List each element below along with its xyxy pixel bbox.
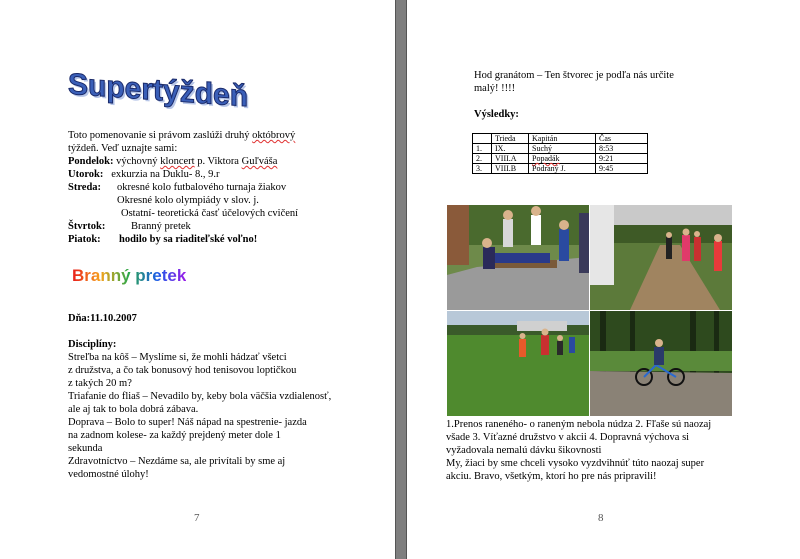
body-line: z takých 20 m? xyxy=(68,378,132,389)
table-header-cell: Kapitán xyxy=(529,134,596,144)
body-line: Streľba na kôš – Myslíme si, že mohli hádzať všetci xyxy=(68,352,287,363)
table-cell: 9:21 xyxy=(596,154,648,164)
day-stvrtok: Štvrtok: xyxy=(68,221,106,232)
streda-line-1: okresné kolo futbalového turnaja žiakov xyxy=(117,182,287,193)
photo-stretcher-carry xyxy=(447,205,589,310)
photo-winning-team xyxy=(447,311,589,416)
caption-line: vyžadovala nemalú dávku šikovnosti xyxy=(446,445,602,456)
streda-line-2: Okresné kolo olympiády v slov. j. xyxy=(117,195,259,206)
caption-line: 1.Prenos raneného- o raneným nebola núdza 2. Fľaše sú naozaj xyxy=(446,419,712,430)
caption-line: všade 3. Víťazné družstvo v akcii 4. Dopravná výchova si xyxy=(446,432,690,443)
table-row xyxy=(473,164,648,174)
table-cell: 3. xyxy=(473,164,492,174)
body-line: na zadnom kolese- za každý prejdený meter dole 1 xyxy=(68,430,281,441)
date: Dňa:11.10.2007 xyxy=(68,313,137,324)
table-cell: Suchý xyxy=(529,144,596,154)
table-cell: 1. xyxy=(473,144,492,154)
caption-line: akciu. Bravo, všetkým, ktorí ho pre nás pripravili! xyxy=(446,471,657,482)
intro-line-1: Toto pomenovanie si právom zaslúži druhý októbrový xyxy=(68,130,296,141)
table-header-cell xyxy=(473,134,492,144)
page-number-7: 7 xyxy=(194,512,200,524)
photo-cycling xyxy=(590,311,732,416)
body-line: Doprava – Bolo to super! Náš nápad na spestrenie- jazda xyxy=(68,417,307,428)
body-line: Triafanie do fliaš – Nevadilo by, keby bola väčšia vzdialenosť, xyxy=(68,391,332,402)
day-utorok: Utorok: exkurzia na Duklu- 8., 9.r xyxy=(68,169,220,180)
day-streda: Streda: xyxy=(68,182,102,193)
supertyzden-wordart: Supertýždeň xyxy=(68,67,249,114)
table-header-row xyxy=(473,134,648,144)
body-line: sekunda xyxy=(68,443,103,454)
photo-bottles xyxy=(590,205,732,310)
results-table xyxy=(472,133,648,174)
table-header-cell: Trieda xyxy=(492,134,529,144)
table-row xyxy=(473,154,648,164)
table-cell: 9:45 xyxy=(596,164,648,174)
caption-line: My, žiaci by sme chceli vysoko vyzdvihnúť túto naozaj super xyxy=(446,458,705,469)
table-cell: Popadák xyxy=(529,154,596,164)
streda-line-3: Ostatní- teoretická časť účelových cvičení xyxy=(121,208,299,219)
hod-granatom-line-2: malý! !!!! xyxy=(474,83,516,94)
table-header-cell: Čas xyxy=(596,134,648,144)
body-line: vedomostné úlohy! xyxy=(68,469,149,480)
page-number-8: 8 xyxy=(598,512,604,524)
stvrtok-text: Branný pretek xyxy=(131,221,191,232)
day-pondelok: Pondelok: výchovný kloncert p. Viktora Guľváša xyxy=(68,156,278,167)
body-line: z družstva, a čo tak bonusový hod tenisovou loptičkou xyxy=(68,365,297,376)
disciplines-heading: Disciplíny: xyxy=(68,339,117,350)
hod-granatom-line-1: Hod granátom – Ten štvorec je podľa nás určite xyxy=(474,70,674,81)
piatok-text: hodilo by sa riaditeľské voľno! xyxy=(119,234,258,245)
branny-pretek-wordart: Branný pretek xyxy=(72,266,187,285)
table-cell: 8:53 xyxy=(596,144,648,154)
day-piatok: Piatok: xyxy=(68,234,101,245)
table-cell: VIII.B xyxy=(492,164,529,174)
table-cell: Podraný J. xyxy=(529,164,596,174)
body-line: ale aj tak to bola dobrá zábava. xyxy=(68,404,199,415)
intro-line-2: týždeň. Veď uznajte sami: xyxy=(68,143,178,154)
table-cell: VIII.A xyxy=(492,154,529,164)
table-row xyxy=(473,144,648,154)
body-line: Zdravotníctvo – Nezdáme sa, ale privítali by sme aj xyxy=(68,456,286,467)
table-cell: 2. xyxy=(473,154,492,164)
results-heading: Výsledky: xyxy=(474,109,519,120)
table-cell: IX. xyxy=(492,144,529,154)
